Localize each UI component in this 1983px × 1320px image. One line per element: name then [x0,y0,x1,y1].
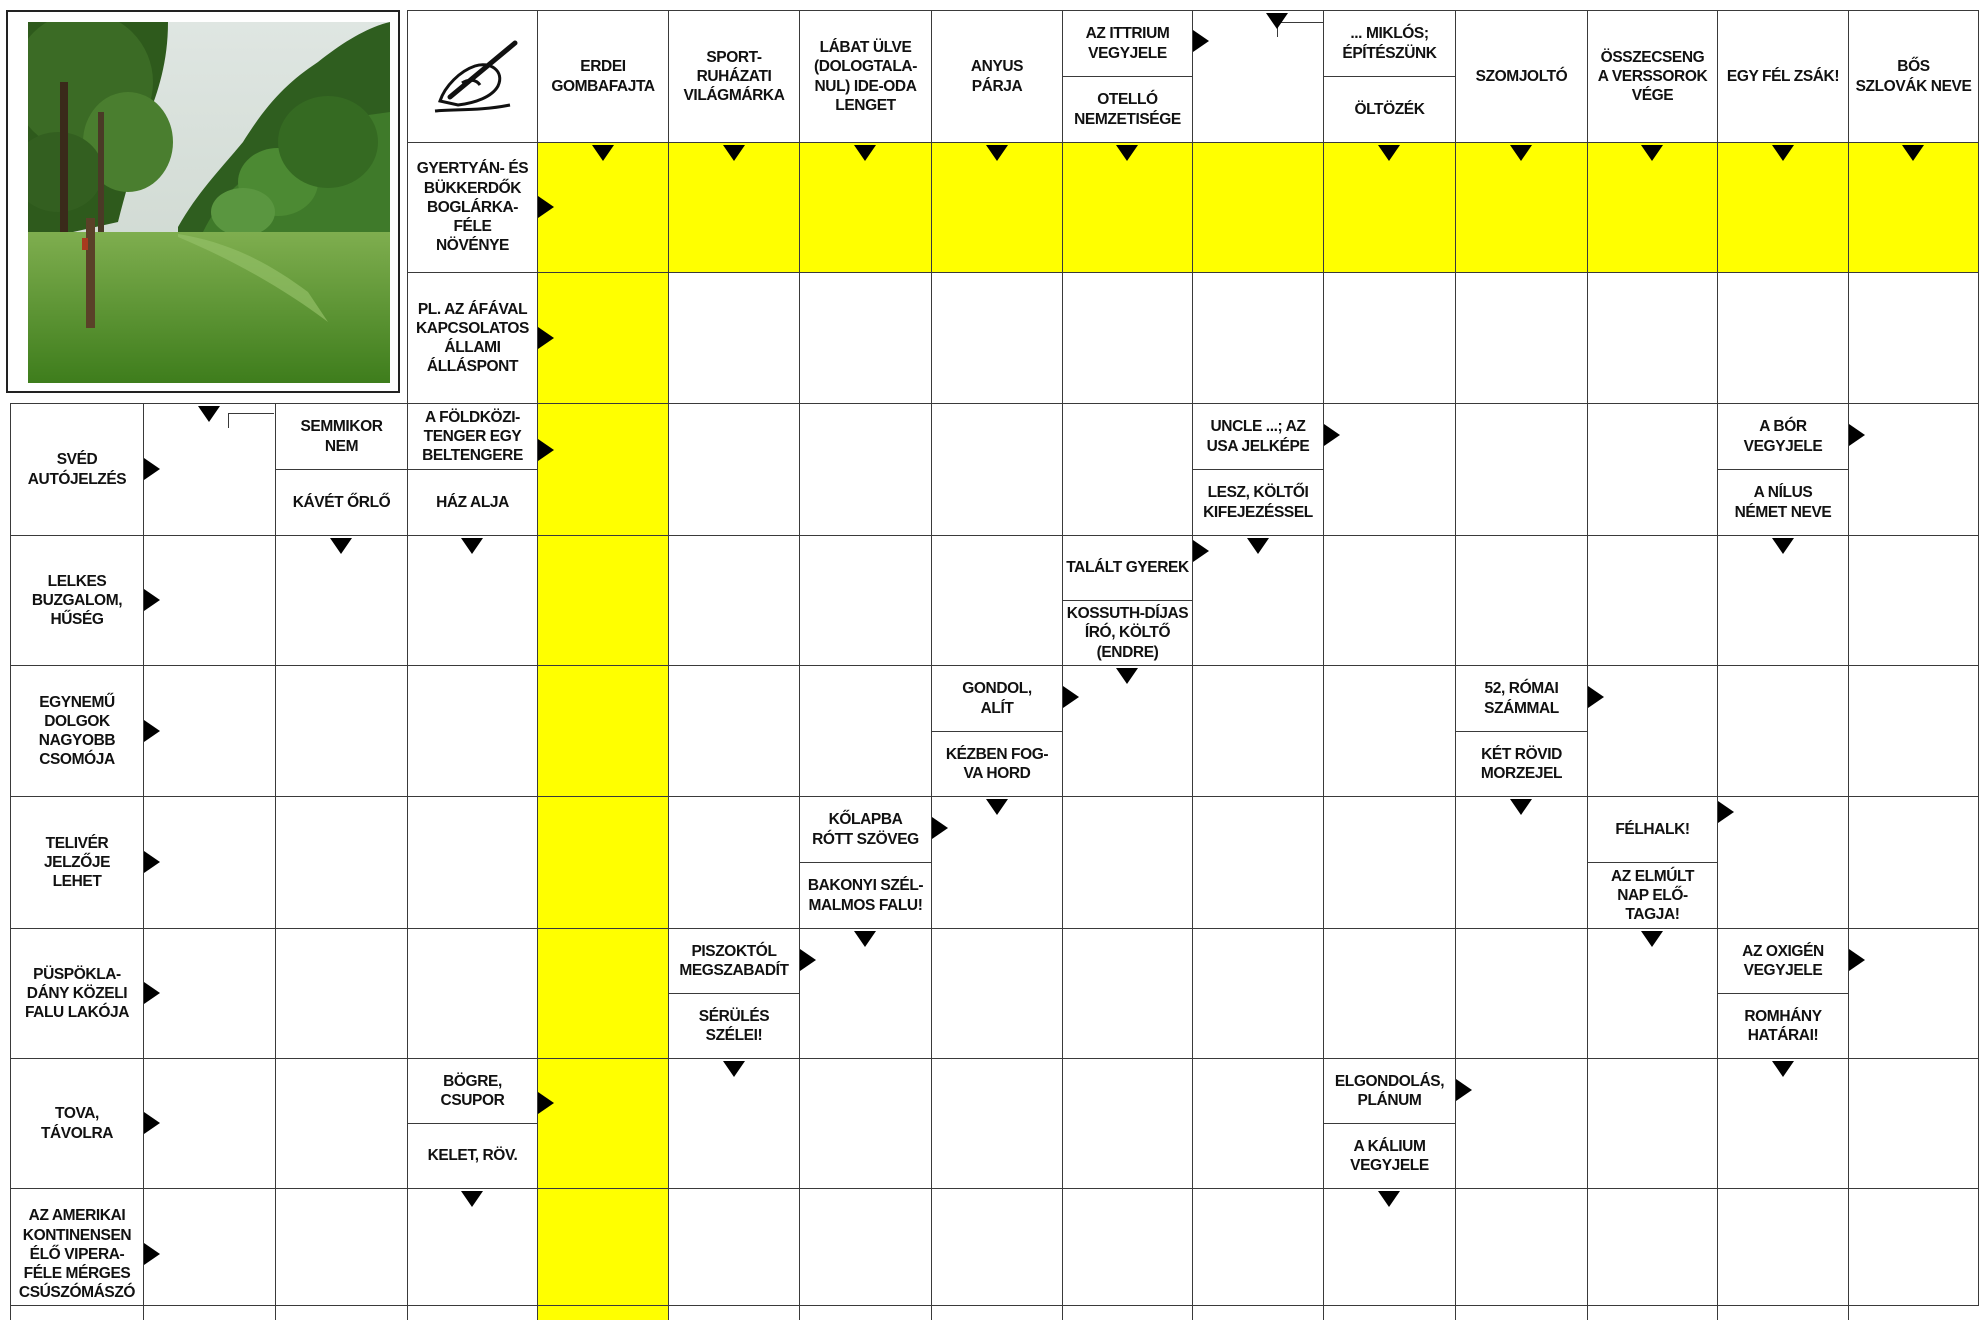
arrow-down-icon [592,145,614,161]
clue-c35 [1587,796,1717,862]
clue-text: BAKONYI SZÉL- MALMOS FALU! [807,877,924,914]
answer-cell[interactable] [1323,272,1455,403]
pencil-hand-icon [420,31,530,121]
clue-c45 [1323,1058,1455,1123]
arrow-right-icon [800,949,816,971]
clue-text: AZ OXIGÉN VEGYJELE [1742,942,1824,979]
clue-c12 [1848,10,1978,142]
answer-cell[interactable] [143,1188,275,1320]
answer-cell[interactable] [537,535,668,665]
answer-cell[interactable] [1848,665,1978,796]
clue-text: 52, RÓMAI SZÁMMAL [1484,680,1559,717]
answer-cell[interactable] [1717,796,1848,928]
arrow-down-icon [1641,145,1663,161]
answer-cell[interactable] [1455,1058,1587,1188]
clue-c10 [1587,10,1717,142]
clue-text: BÖGRE, CSUPOR [440,1072,505,1109]
clue-c27 [10,665,143,796]
answer-cell[interactable] [1455,928,1587,1058]
answer-cell[interactable] [1848,535,1978,665]
answer-cell[interactable] [537,272,668,403]
clue-text: KOSSUTH-DÍJAS ÍRÓ, KÖLTŐ (ENDRE) [1066,605,1189,661]
answer-cell[interactable] [1323,796,1455,928]
answer-cell[interactable] [1062,272,1192,403]
arrow-right-icon [1588,686,1604,708]
answer-cell[interactable] [1062,1058,1192,1188]
arrow-right-icon [538,439,554,461]
answer-cell[interactable] [275,1188,407,1320]
answer-cell[interactable] [1455,535,1587,665]
arrow-down-icon [461,538,483,554]
clue-text: SÉRÜLÉS SZÉLEI! [698,1007,770,1044]
clue-text: ÖLTÖZÉK [1354,100,1425,118]
answer-cell[interactable] [668,535,799,665]
answer-cell[interactable] [275,535,407,665]
clue-c19 [407,469,537,535]
answer-cell[interactable] [143,1058,275,1188]
arrow-down-icon [330,538,352,554]
clue-text: EGY FÉL ZSÁK! [1726,67,1840,85]
answer-cell[interactable] [143,796,275,928]
answer-cell[interactable] [931,535,1062,665]
arrow-down-icon [986,145,1008,161]
clue-c28 [931,665,1062,731]
clue-c29 [931,731,1062,796]
answer-cell[interactable] [537,928,668,1058]
clue-c22 [1717,403,1848,469]
clue-text: LÁBAT ÜLVE (DOLOGTALA- NUL) IDE-ODA LENGET [814,39,917,114]
answer-cell[interactable] [799,272,931,403]
answer-cell[interactable] [799,1058,931,1188]
answer-cell[interactable] [1848,403,1978,535]
arrow-right-icon [1456,1079,1472,1101]
answer-cell[interactable] [1323,928,1455,1058]
clue-c23 [1717,469,1848,535]
answer-cell[interactable] [1062,796,1192,928]
clue-c04 [931,10,1062,142]
answer-cell[interactable] [1455,142,1587,272]
clue-text: LESZ, KÖLTŐI KIFEJEZÉSSEL [1203,484,1313,521]
clue-text: BŐS SZLOVÁK NEVE [1855,58,1972,95]
clue-c40 [1717,928,1848,993]
answer-cell[interactable] [1717,1188,1848,1320]
clue-c31 [1455,731,1587,796]
clue-c16 [275,403,407,469]
arrow-right-icon [1324,424,1340,446]
answer-cell[interactable] [799,665,931,796]
answer-cell[interactable] [1587,1188,1717,1320]
clue-text: A NÍLUS NÉMET NEVE [1734,484,1832,521]
clue-c47 [10,1188,143,1320]
answer-cell[interactable] [1192,1188,1323,1320]
answer-cell[interactable] [1848,272,1978,403]
clue-c06 [1062,76,1192,142]
answer-cell[interactable] [668,272,799,403]
answer-cell[interactable] [799,142,931,272]
arrow-right-icon [1193,540,1209,562]
answer-cell[interactable] [537,142,668,272]
answer-cell[interactable] [407,928,537,1058]
answer-cell[interactable] [799,928,931,1058]
clue-text: FÉLHALK! [1615,820,1690,838]
clue-c05 [1062,10,1192,76]
clue-c02 [668,10,799,142]
answer-cell[interactable] [1323,535,1455,665]
arrow-right-icon [1193,30,1209,52]
clue-text: SZOMJOLTÓ [1475,67,1568,85]
clue-c01 [537,10,668,142]
grid-edge [1978,10,1979,1306]
arrow-right-icon [1849,949,1865,971]
arrow-down-icon [1378,145,1400,161]
clue-text: A BÓR VEGYJELE [1743,418,1823,455]
puzzle-photo-frame [6,10,400,393]
bend-line [228,413,274,428]
answer-cell[interactable] [1587,928,1717,1058]
answer-cell[interactable] [1192,142,1323,272]
answer-cell[interactable] [1587,1058,1717,1188]
answer-cell[interactable] [931,403,1062,535]
arrow-down-icon [1116,145,1138,161]
arrow-right-icon [144,851,160,873]
answer-cell[interactable] [1848,796,1978,928]
answer-cell[interactable] [537,403,668,535]
clue-text: KŐLAPBA RÓTT SZÖVEG [812,811,919,848]
answer-cell[interactable] [931,928,1062,1058]
arrow-down-icon [723,1061,745,1077]
answer-cell[interactable] [537,1188,668,1320]
clue-text: SVÉD AUTÓJELZÉS [27,451,127,488]
answer-cell[interactable] [537,1058,668,1188]
arrow-right-icon [144,589,160,611]
answer-cell[interactable] [143,535,275,665]
answer-cell[interactable] [799,1188,931,1320]
clue-c13 [407,142,537,272]
answer-cell[interactable] [275,665,407,796]
arrow-down-icon [1641,931,1663,947]
clue-c39 [668,993,799,1058]
arrow-down-icon [1772,1061,1794,1077]
clue-c37 [10,928,143,1058]
clue-text: KÉT RÖVID MORZEJEL [1480,745,1563,782]
answer-cell[interactable] [1062,665,1192,796]
clue-c41 [1717,993,1848,1058]
answer-cell[interactable] [668,403,799,535]
clue-text: ÖSSZECSENG A VERSSOROK VÉGE [1597,48,1708,105]
arrow-down-icon [461,1191,483,1207]
clue-text: AZ ELMÚLT NAP ELŐ- TAGJA! [1610,867,1695,924]
answer-cell[interactable] [1717,665,1848,796]
arrow-right-icon [1718,801,1734,823]
clue-c43 [407,1058,537,1123]
answer-cell[interactable] [1587,535,1717,665]
clue-text: ANYUS PÁRJA [970,58,1024,95]
arrow-down-icon [1247,538,1269,554]
clue-c11 [1717,10,1848,142]
arrow-down-icon [1510,145,1532,161]
answer-cell[interactable] [1062,928,1192,1058]
answer-cell[interactable] [1192,1058,1323,1188]
arrow-down-icon [723,145,745,161]
answer-cell[interactable] [1848,1058,1978,1188]
answer-cell[interactable] [668,1188,799,1320]
arrow-right-icon [538,327,554,349]
answer-cell[interactable] [1587,142,1717,272]
clue-text: EGYNEMŰ DOLGOK NAGYOBB CSOMÓJA [38,693,116,769]
answer-cell[interactable] [407,796,537,928]
clue-c34 [799,862,931,928]
answer-cell[interactable] [668,665,799,796]
arrow-right-icon [144,1243,160,1265]
answer-cell[interactable] [143,928,275,1058]
answer-cell[interactable] [275,1058,407,1188]
answer-cell[interactable] [1717,1058,1848,1188]
clue-c38 [668,928,799,993]
arrow-right-icon [144,720,160,742]
answer-cell[interactable] [668,142,799,272]
arrow-down-icon [1772,145,1794,161]
clue-c08 [1323,76,1455,142]
arrow-right-icon [144,982,160,1004]
answer-cell[interactable] [799,535,931,665]
clue-text: PISZOKTÓL MEGSZABADÍT [679,942,789,979]
arrow-down-icon [1116,668,1138,684]
clue-text: OTELLÓ NEMZETISÉGE [1074,91,1181,128]
clue-c30 [1455,665,1587,731]
arrow-right-icon [144,1112,160,1134]
clue-text: ERDEI GOMBAFAJTA [551,58,655,95]
clue-c25 [1062,535,1192,600]
answer-cell[interactable] [1192,272,1323,403]
clue-text: KÁVÉT ŐRLŐ [292,493,391,511]
clue-c21 [1192,469,1323,535]
clue-text: ROMHÁNY HATÁRAI! [1744,1007,1822,1044]
arrow-down-icon [1266,13,1288,29]
arrow-right-icon [144,458,160,480]
arrow-down-icon [986,799,1008,815]
clue-c03 [799,10,931,142]
clue-c33 [799,796,931,862]
clue-text: TALÁLT GYEREK [1066,559,1189,577]
arrow-right-icon [1063,686,1079,708]
clue-text: LELKES BUZGALOM, HŰSÉG [31,572,123,629]
clue-c46 [1323,1123,1455,1188]
arrow-right-icon [538,1092,554,1114]
clue-c26 [1062,600,1192,665]
answer-cell[interactable] [1717,272,1848,403]
answer-cell[interactable] [1192,535,1323,665]
answer-cell[interactable] [799,403,931,535]
arrow-down-icon [1378,1191,1400,1207]
pencil-cell [407,10,537,142]
answer-cell[interactable] [1192,928,1323,1058]
clue-c32 [10,796,143,928]
arrow-down-icon [198,406,220,422]
answer-cell[interactable] [1192,665,1323,796]
answer-cell[interactable] [537,796,668,928]
clue-c09 [1455,10,1587,142]
clue-c24 [10,535,143,665]
answer-cell[interactable] [407,535,537,665]
answer-cell[interactable] [1587,272,1717,403]
answer-cell[interactable] [1455,403,1587,535]
arrow-right-icon [538,196,554,218]
answer-cell[interactable] [931,1188,1062,1320]
answer-cell[interactable] [1062,142,1192,272]
clue-text: TELIVÉR JELZŐJE LEHET [43,834,111,891]
arrow-down-icon [854,931,876,947]
clue-c20 [1192,403,1323,469]
clue-c36 [1587,862,1717,928]
clue-text: A FÖLDKÖZI- TENGER EGY BELTENGERE [422,408,523,465]
clue-text: HÁZ ALJA [436,493,509,511]
answer-cell[interactable] [275,796,407,928]
clue-c15 [10,403,143,535]
answer-cell[interactable] [931,796,1062,928]
clue-text: A KÁLIUM VEGYJELE [1350,1137,1429,1174]
answer-cell[interactable] [1323,403,1455,535]
answer-cell[interactable] [1323,142,1455,272]
clue-text: AZ ITTRIUM VEGYJELE [1085,25,1170,62]
answer-cell[interactable] [275,928,407,1058]
answer-cell[interactable] [1455,272,1587,403]
clue-text: SEMMIKOR NEM [300,418,383,455]
answer-cell[interactable] [537,665,668,796]
arrow-down-icon [854,145,876,161]
answer-cell[interactable] [1062,1188,1192,1320]
arrow-right-icon [1849,424,1865,446]
answer-cell[interactable] [407,1188,537,1320]
clue-text: ELGONDOLÁS, PLÁNUM [1334,1072,1445,1109]
arrow-down-icon [1772,538,1794,554]
answer-cell[interactable] [1587,403,1717,535]
answer-cell[interactable] [1848,1188,1978,1320]
answer-cell[interactable] [668,796,799,928]
answer-cell[interactable] [931,1058,1062,1188]
clue-text: PÜSPÖKLA- DÁNY KÖZELI FALU LAKÓJA [24,965,130,1022]
answer-cell[interactable] [1587,665,1717,796]
answer-cell[interactable] [1717,142,1848,272]
answer-cell[interactable] [1848,142,1978,272]
answer-cell[interactable] [1062,403,1192,535]
clue-text: GYERTYÁN- ÉS BÜKKERDŐK BOGLÁRKA- FÉLE NÖVÉNYE [416,160,529,255]
answer-cell[interactable] [931,272,1062,403]
answer-cell[interactable] [143,665,275,796]
answer-cell[interactable] [931,142,1062,272]
clue-c42 [10,1058,143,1188]
clue-text: TOVA, TÁVOLRA [40,1105,114,1142]
clue-c17 [275,469,407,535]
answer-cell[interactable] [1323,1188,1455,1320]
arrow-right-icon [932,817,948,839]
arrow-down-icon [1510,799,1532,815]
clue-c44 [407,1123,537,1188]
clue-text: KÉZBEN FOG- VA HORD [945,745,1049,782]
answer-cell[interactable] [1848,928,1978,1058]
clue-text: SPORT- RUHÁZATI VILÁGMÁRKA [683,48,785,105]
answer-cell[interactable] [1717,535,1848,665]
clue-text: KELET, RÖV. [427,1147,518,1165]
clue-c07 [1323,10,1455,76]
answer-cell[interactable] [407,665,537,796]
answer-cell[interactable] [1455,796,1587,928]
forest-meadow-image [28,22,390,383]
answer-cell[interactable] [668,1058,799,1188]
answer-cell[interactable] [1323,665,1455,796]
clue-text: GONDOL, ALÍT [962,680,1032,717]
clue-text: UNCLE ...; AZ USA JELKÉPE [1206,418,1310,455]
clue-text: AZ AMERIKAI KONTINENSEN ÉLŐ VIPERA- FÉLE MÉRGES CSÚSZÓMÁSZÓ [18,1207,136,1302]
clue-c18 [407,403,537,469]
clue-text: ... MIKLÓS; ÉPÍTÉSZÜNK [1342,25,1437,62]
arrow-down-icon [1902,145,1924,161]
answer-cell[interactable] [1455,1188,1587,1320]
clue-c14 [407,272,537,403]
answer-cell[interactable] [1192,796,1323,928]
clue-text: PL. AZ ÁFÁVAL KAPCSOLATOS ÁLLAMI ÁLLÁSPONT [415,300,529,376]
